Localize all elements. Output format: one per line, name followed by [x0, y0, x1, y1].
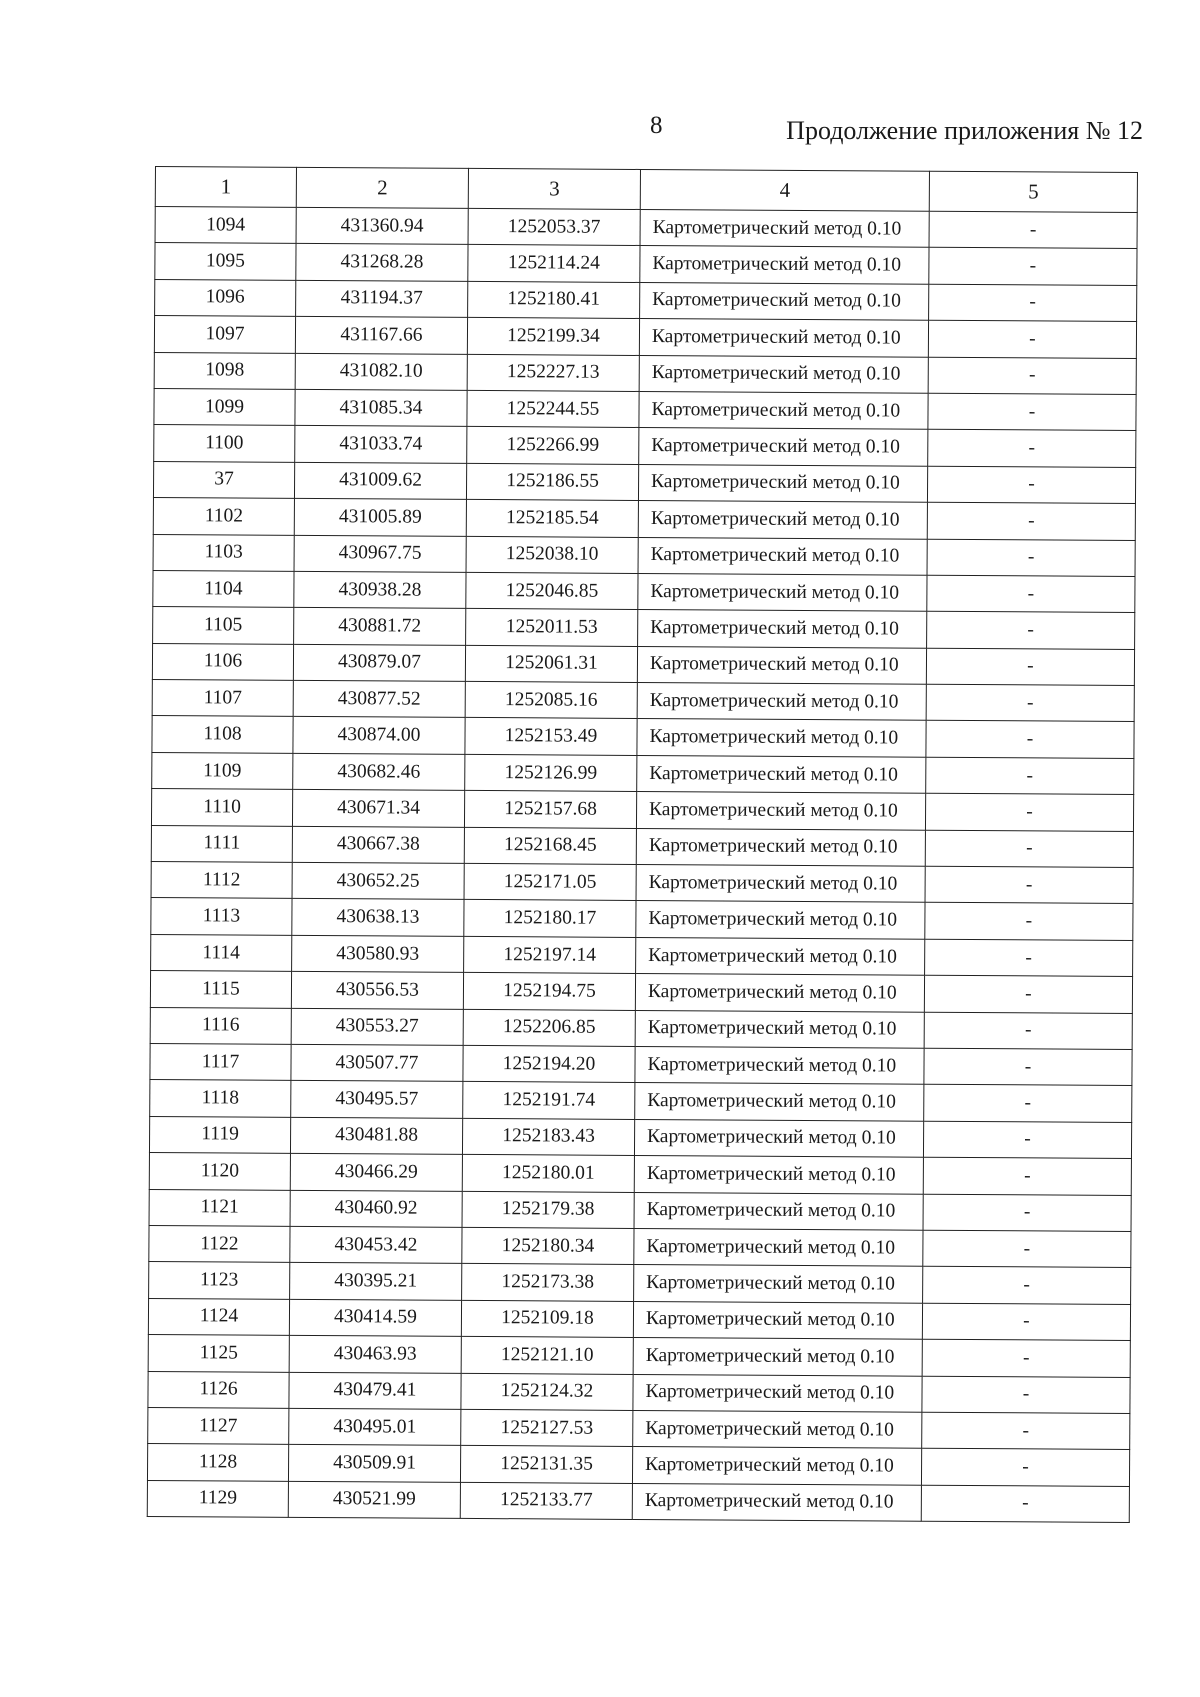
- method-cell: Картометрический метод 0.10: [633, 1338, 922, 1376]
- y-coordinate-cell: 1252011.53: [466, 609, 638, 646]
- table-row: [147, 1444, 1129, 1486]
- point-number-cell: 1123: [149, 1262, 290, 1299]
- point-number-cell: 1128: [147, 1444, 288, 1481]
- table-row: [147, 1480, 1129, 1522]
- table-row: [152, 752, 1134, 794]
- y-coordinate-cell: 1252131.35: [460, 1446, 632, 1483]
- point-number-cell: 1095: [155, 243, 296, 280]
- method-cell: Картометрический метод 0.10: [640, 209, 929, 247]
- x-coordinate-cell: 431009.62: [294, 462, 466, 499]
- note-cell: -: [923, 1230, 1131, 1268]
- x-coordinate-cell: 430395.21: [290, 1263, 462, 1300]
- table-row: [149, 1153, 1131, 1195]
- x-coordinate-cell: 430463.93: [289, 1335, 461, 1372]
- table-row: [151, 862, 1133, 904]
- table-row: [151, 825, 1133, 867]
- y-coordinate-cell: 1252171.05: [464, 863, 636, 900]
- method-cell: Картометрический метод 0.10: [634, 1156, 923, 1194]
- method-cell: Картометрический метод 0.10: [633, 1301, 922, 1339]
- table-row: [155, 279, 1137, 321]
- note-cell: -: [928, 393, 1136, 431]
- y-coordinate-cell: 1252179.38: [462, 1191, 634, 1228]
- table-row: [152, 643, 1134, 685]
- coordinates-table: [147, 166, 1138, 1523]
- note-cell: -: [922, 1412, 1130, 1450]
- method-cell: Картометрический метод 0.10: [640, 282, 929, 320]
- method-cell: Картометрический метод 0.10: [636, 864, 925, 902]
- note-cell: -: [927, 612, 1135, 650]
- x-coordinate-cell: 431085.34: [295, 389, 467, 426]
- note-cell: -: [928, 320, 1136, 358]
- x-coordinate-cell: 431268.28: [296, 244, 468, 281]
- table-row: [153, 461, 1135, 503]
- note-cell: -: [927, 466, 1135, 504]
- note-cell: -: [929, 284, 1137, 322]
- method-cell: Картометрический метод 0.10: [637, 683, 926, 721]
- note-cell: -: [929, 211, 1137, 249]
- table-row: [151, 898, 1133, 940]
- y-coordinate-cell: 1252121.10: [461, 1337, 633, 1374]
- x-coordinate-cell: 431033.74: [295, 426, 467, 463]
- column-header-5: 5: [929, 171, 1137, 212]
- method-cell: Картометрический метод 0.10: [637, 755, 926, 793]
- table-row: [150, 1080, 1132, 1122]
- y-coordinate-cell: 1252199.34: [467, 318, 639, 355]
- y-coordinate-cell: 1252133.77: [460, 1482, 632, 1519]
- note-cell: -: [925, 903, 1133, 941]
- point-number-cell: 1109: [152, 752, 293, 789]
- method-cell: Картометрический метод 0.10: [636, 792, 925, 830]
- table-row: [150, 971, 1132, 1013]
- y-coordinate-cell: 1252126.99: [465, 754, 637, 791]
- method-cell: Картометрический метод 0.10: [634, 1265, 923, 1303]
- y-coordinate-cell: 1252153.49: [465, 718, 637, 755]
- x-coordinate-cell: 430671.34: [292, 790, 464, 827]
- x-coordinate-cell: 430509.91: [288, 1445, 460, 1482]
- column-header-4: 4: [640, 169, 929, 211]
- x-coordinate-cell: 430466.29: [290, 1154, 462, 1191]
- x-coordinate-cell: 430667.38: [292, 826, 464, 863]
- method-cell: Картометрический метод 0.10: [638, 464, 927, 502]
- table-row: [153, 570, 1135, 612]
- note-cell: -: [924, 975, 1132, 1013]
- x-coordinate-cell: 431167.66: [295, 317, 467, 354]
- x-coordinate-cell: 430495.57: [291, 1081, 463, 1118]
- x-coordinate-cell: 430938.28: [294, 571, 466, 608]
- point-number-cell: 1104: [153, 570, 294, 607]
- method-cell: Картометрический метод 0.10: [639, 391, 928, 429]
- point-number-cell: 1119: [149, 1116, 290, 1153]
- note-cell: -: [927, 502, 1135, 540]
- x-coordinate-cell: 431082.10: [295, 353, 467, 390]
- point-number-cell: 1099: [154, 388, 295, 425]
- y-coordinate-cell: 1252168.45: [464, 827, 636, 864]
- y-coordinate-cell: 1252266.99: [467, 427, 639, 464]
- x-coordinate-cell: 430495.01: [289, 1408, 461, 1445]
- table-row: [149, 1189, 1131, 1231]
- table-body: [147, 207, 1137, 1523]
- point-number-cell: 1125: [148, 1335, 289, 1372]
- table-row: [153, 534, 1135, 576]
- note-cell: -: [925, 939, 1133, 977]
- note-cell: -: [922, 1303, 1130, 1341]
- point-number-cell: 1126: [148, 1371, 289, 1408]
- x-coordinate-cell: 431194.37: [296, 280, 468, 317]
- y-coordinate-cell: 1252191.74: [463, 1082, 635, 1119]
- method-cell: Картометрический метод 0.10: [636, 937, 925, 975]
- y-coordinate-cell: 1252053.37: [468, 208, 640, 245]
- x-coordinate-cell: 430638.13: [292, 899, 464, 936]
- table-row: [148, 1407, 1130, 1449]
- point-number-cell: 1094: [155, 207, 296, 244]
- note-cell: -: [923, 1194, 1131, 1232]
- method-cell: Картометрический метод 0.10: [638, 501, 927, 539]
- note-cell: -: [921, 1485, 1129, 1523]
- method-cell: Картометрический метод 0.10: [632, 1483, 921, 1521]
- note-cell: -: [927, 575, 1135, 613]
- point-number-cell: 1111: [151, 825, 292, 862]
- note-cell: -: [925, 830, 1133, 868]
- point-number-cell: 1103: [153, 534, 294, 571]
- y-coordinate-cell: 1252046.85: [466, 572, 638, 609]
- table-row: [149, 1116, 1131, 1158]
- y-coordinate-cell: 1252180.41: [468, 281, 640, 318]
- x-coordinate-cell: 430556.53: [291, 972, 463, 1009]
- y-coordinate-cell: 1252186.55: [466, 463, 638, 500]
- method-cell: Картометрический метод 0.10: [635, 974, 924, 1012]
- column-header-3: 3: [468, 168, 640, 209]
- table-row: [152, 680, 1134, 722]
- point-number-cell: 37: [153, 461, 294, 498]
- x-coordinate-cell: 430877.52: [293, 680, 465, 717]
- x-coordinate-cell: 430414.59: [289, 1299, 461, 1336]
- y-coordinate-cell: 1252124.32: [461, 1373, 633, 1410]
- table-row: [155, 243, 1137, 285]
- point-number-cell: 1122: [149, 1225, 290, 1262]
- point-number-cell: 1110: [151, 789, 292, 826]
- table-row: [153, 498, 1135, 540]
- point-number-cell: 1102: [153, 498, 294, 535]
- note-cell: -: [926, 757, 1134, 795]
- method-cell: Картометрический метод 0.10: [634, 1192, 923, 1230]
- x-coordinate-cell: 430874.00: [293, 717, 465, 754]
- note-cell: -: [923, 1157, 1131, 1195]
- page-number: 8: [650, 112, 663, 139]
- y-coordinate-cell: 1252185.54: [466, 500, 638, 537]
- method-cell: Картометрический метод 0.10: [634, 1119, 923, 1157]
- method-cell: Картометрический метод 0.10: [637, 719, 926, 757]
- table-row: [152, 716, 1134, 758]
- page-caption: Продолжение приложения № 12: [786, 116, 1143, 145]
- point-number-cell: 1107: [152, 680, 293, 717]
- x-coordinate-cell: 430553.27: [291, 1008, 463, 1045]
- y-coordinate-cell: 1252109.18: [461, 1300, 633, 1337]
- x-coordinate-cell: 431005.89: [294, 498, 466, 535]
- x-coordinate-cell: 430479.41: [289, 1372, 461, 1409]
- y-coordinate-cell: 1252061.31: [465, 645, 637, 682]
- note-cell: -: [921, 1448, 1129, 1486]
- note-cell: -: [923, 1267, 1131, 1305]
- y-coordinate-cell: 1252244.55: [467, 390, 639, 427]
- table-row: [150, 1043, 1132, 1085]
- method-cell: Картометрический метод 0.10: [639, 428, 928, 466]
- point-number-cell: 1127: [148, 1407, 289, 1444]
- table-row: [155, 207, 1137, 249]
- x-coordinate-cell: 430460.92: [290, 1190, 462, 1227]
- y-coordinate-cell: 1252114.24: [468, 245, 640, 282]
- table-row: [151, 789, 1133, 831]
- y-coordinate-cell: 1252197.14: [464, 936, 636, 973]
- table-row: [148, 1298, 1130, 1340]
- method-cell: Картометрический метод 0.10: [636, 901, 925, 939]
- point-number-cell: 1120: [149, 1153, 290, 1190]
- note-cell: -: [926, 721, 1134, 759]
- note-cell: -: [925, 793, 1133, 831]
- table-row: [150, 1007, 1132, 1049]
- table-row: [149, 1225, 1131, 1267]
- note-cell: -: [922, 1339, 1130, 1377]
- y-coordinate-cell: 1252038.10: [466, 536, 638, 573]
- method-cell: Картометрический метод 0.10: [635, 1010, 924, 1048]
- point-number-cell: 1098: [154, 352, 295, 389]
- point-number-cell: 1117: [150, 1043, 291, 1080]
- method-cell: Картометрический метод 0.10: [637, 646, 926, 684]
- x-coordinate-cell: 430879.07: [293, 644, 465, 681]
- method-cell: Картометрический метод 0.10: [639, 355, 928, 393]
- x-coordinate-cell: 430507.77: [291, 1044, 463, 1081]
- x-coordinate-cell: 430652.25: [292, 862, 464, 899]
- table-row: [154, 425, 1136, 467]
- note-cell: -: [925, 866, 1133, 904]
- y-coordinate-cell: 1252180.34: [462, 1227, 634, 1264]
- y-coordinate-cell: 1252180.01: [462, 1155, 634, 1192]
- table-row: [153, 607, 1135, 649]
- note-cell: -: [924, 1085, 1132, 1123]
- note-cell: -: [922, 1376, 1130, 1414]
- table-row: [154, 316, 1136, 358]
- table-header-row: [155, 167, 1137, 213]
- y-coordinate-cell: 1252183.43: [462, 1118, 634, 1155]
- x-coordinate-cell: 430453.42: [290, 1226, 462, 1263]
- y-coordinate-cell: 1252173.38: [462, 1264, 634, 1301]
- y-coordinate-cell: 1252127.53: [461, 1409, 633, 1446]
- method-cell: Картометрический метод 0.10: [636, 828, 925, 866]
- page-header: [0, 112, 1200, 152]
- note-cell: -: [927, 539, 1135, 577]
- point-number-cell: 1097: [154, 316, 295, 353]
- note-cell: -: [926, 684, 1134, 722]
- note-cell: -: [928, 430, 1136, 468]
- table-row: [149, 1262, 1131, 1304]
- method-cell: Картометрический метод 0.10: [632, 1447, 921, 1485]
- y-coordinate-cell: 1252206.85: [463, 1009, 635, 1046]
- note-cell: -: [928, 357, 1136, 395]
- y-coordinate-cell: 1252180.17: [464, 900, 636, 937]
- table-row: [148, 1371, 1130, 1413]
- column-header-1: 1: [155, 167, 296, 208]
- method-cell: Картометрический метод 0.10: [634, 1228, 923, 1266]
- column-header-2: 2: [296, 167, 468, 208]
- method-cell: Картометрический метод 0.10: [633, 1410, 922, 1448]
- note-cell: -: [923, 1121, 1131, 1159]
- table-row: [151, 934, 1133, 976]
- table-row: [154, 388, 1136, 430]
- y-coordinate-cell: 1252157.68: [464, 791, 636, 828]
- method-cell: Картометрический метод 0.10: [639, 319, 928, 357]
- point-number-cell: 1118: [150, 1080, 291, 1117]
- y-coordinate-cell: 1252227.13: [467, 354, 639, 391]
- note-cell: -: [924, 1012, 1132, 1050]
- method-cell: Картометрический метод 0.10: [638, 610, 927, 648]
- x-coordinate-cell: 430967.75: [294, 535, 466, 572]
- note-cell: -: [929, 248, 1137, 286]
- x-coordinate-cell: 430881.72: [294, 608, 466, 645]
- coordinates-table-wrapper: [147, 166, 1137, 1523]
- table-row: [148, 1335, 1130, 1377]
- x-coordinate-cell: 430481.88: [290, 1117, 462, 1154]
- x-coordinate-cell: 430580.93: [292, 935, 464, 972]
- point-number-cell: 1100: [154, 425, 295, 462]
- point-number-cell: 1124: [148, 1298, 289, 1335]
- x-coordinate-cell: 431360.94: [296, 207, 468, 244]
- method-cell: Картометрический метод 0.10: [635, 1046, 924, 1084]
- y-coordinate-cell: 1252194.20: [463, 1045, 635, 1082]
- note-cell: -: [924, 1048, 1132, 1086]
- point-number-cell: 1105: [153, 607, 294, 644]
- x-coordinate-cell: 430521.99: [288, 1481, 460, 1518]
- point-number-cell: 1106: [152, 643, 293, 680]
- y-coordinate-cell: 1252194.75: [463, 973, 635, 1010]
- point-number-cell: 1129: [147, 1480, 288, 1517]
- method-cell: Картометрический метод 0.10: [635, 1083, 924, 1121]
- x-coordinate-cell: 430682.46: [293, 753, 465, 790]
- method-cell: Картометрический метод 0.10: [633, 1374, 922, 1412]
- table-row: [154, 352, 1136, 394]
- point-number-cell: 1096: [155, 279, 296, 316]
- method-cell: Картометрический метод 0.10: [638, 573, 927, 611]
- method-cell: Картометрический метод 0.10: [640, 246, 929, 284]
- point-number-cell: 1115: [150, 971, 291, 1008]
- point-number-cell: 1121: [149, 1189, 290, 1226]
- y-coordinate-cell: 1252085.16: [465, 681, 637, 718]
- point-number-cell: 1112: [151, 862, 292, 899]
- point-number-cell: 1113: [151, 898, 292, 935]
- point-number-cell: 1114: [151, 934, 292, 971]
- point-number-cell: 1116: [150, 1007, 291, 1044]
- note-cell: -: [926, 648, 1134, 686]
- point-number-cell: 1108: [152, 716, 293, 753]
- method-cell: Картометрический метод 0.10: [638, 537, 927, 575]
